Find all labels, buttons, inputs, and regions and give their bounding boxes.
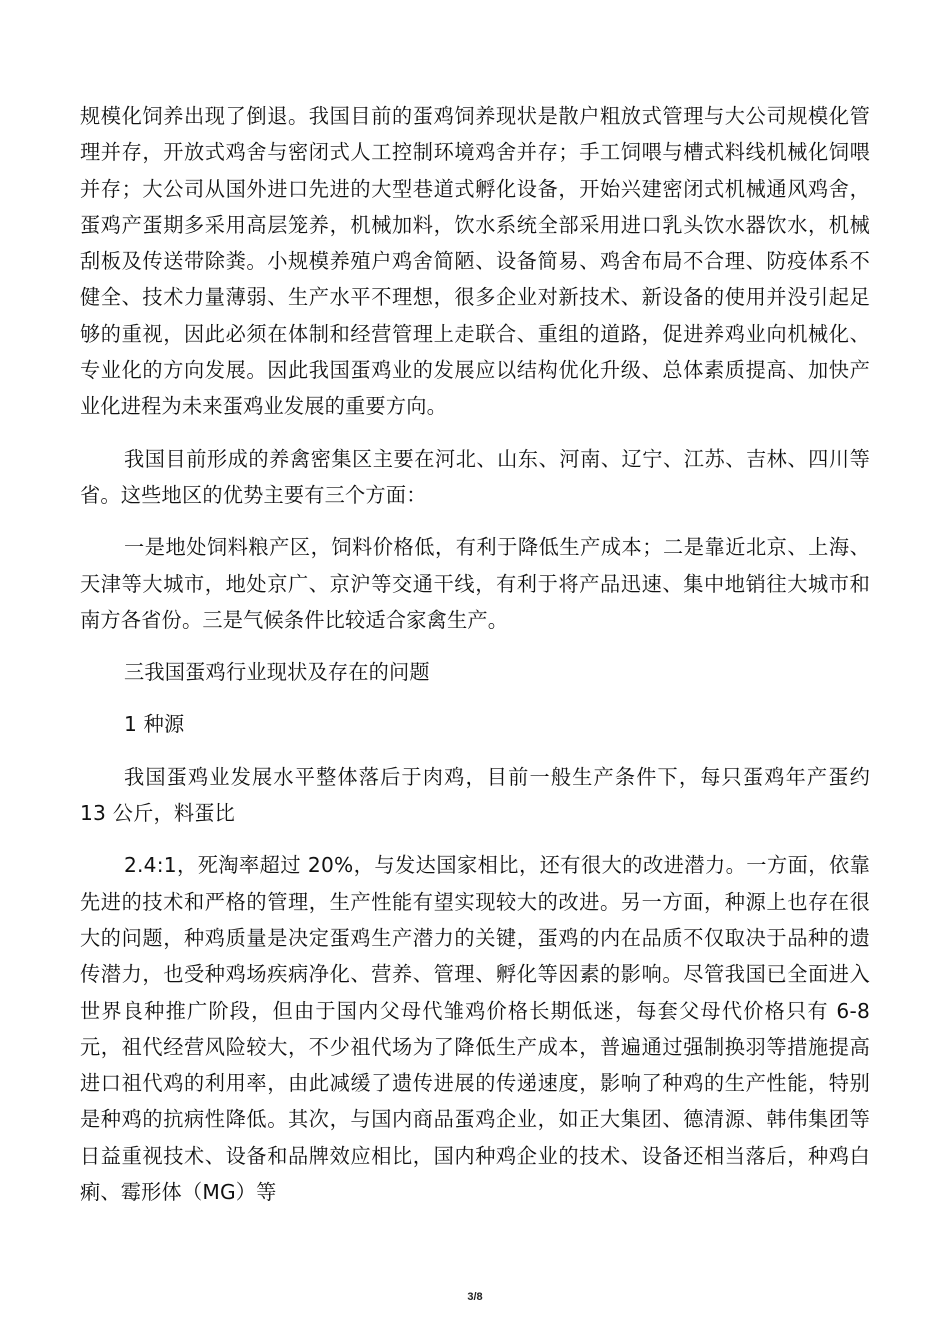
paragraph-2: 我国目前形成的养禽密集区主要在河北、山东、河南、辽宁、江苏、吉林、四川等省。这些地区的优势主要有三个方面： — [80, 446, 870, 507]
paragraph-5: 2.4:1，死淘率超过 20%，与发达国家相比，还有很大的改进潜力。一方面，依靠先进的技术和严格的管理，生产性能有望实现较大的改进。另一方面，种源上也存在很大的问题，种鸡质量是决定蛋鸡生产潜力的关键，蛋鸡的内在品质不仅取决于品种的遗传潜力，也受种鸡场疾病净化、营养、管理、孵化等因素的影响。尽管我国已全面进入世界良种推广阶段，但由于国内父母代雏鸡价格长期低迷，每套父母代价格只有 6-8 元，祖代经营风险较大，不少祖代场为了降低生产成本，普遍通过强制换羽等措施提高进口祖代鸡的利用率，由此减缓了遗传进展的传递速度，影响了种鸡的生产性能，特别是种鸡的抗病性降低。其次，与国内商品蛋鸡企业，如正大集团、德清源、韩伟集团等日益重视技术、设备和品牌效应相比，国内种鸡企业的技术、设备还相当落后，种鸡白痢、霉形体（MG）等 — [80, 853, 870, 1205]
paragraph-1: 规模化饲养出现了倒退。我国目前的蛋鸡饲养现状是散户粗放式管理与大公司规模化管理并存，开放式鸡舍与密闭式人工控制环境鸡舍并存；手工饲喂与槽式料线机械化饲喂并存；大公司从国外进口先进的大型巷道式孵化设备，开始兴建密闭式机械通风鸡舍，蛋鸡产蛋期多采用高层笼养，机械加料，饮水系统全部采用进口乳头饮水器饮水，机械刮板及传送带除粪。小规模养殖户鸡舍简陋、设备简易、鸡舍布局不合理、防疫体系不健全、技术力量薄弱、生产水平不理想，很多企业对新技术、新设备的使用并没引起足够的重视，因此必须在体制和经营管理上走联合、重组的道路，促进养鸡业向机械化、专业化的方向发展。因此我国蛋鸡业的发展应以结构优化升级、总体素质提高、加快产业化进程为未来蛋鸡业发展的重要方向。 — [80, 104, 870, 419]
paragraph-4: 我国蛋鸡业发展水平整体落后于肉鸡，目前一般生产条件下，每只蛋鸡年产蛋约 13 公斤，料蛋比 — [80, 764, 870, 826]
section-heading: 三我国蛋鸡行业现状及存在的问题 — [124, 660, 430, 685]
document-body — [80, 98, 870, 1226]
paragraph-3: 一是地处饲料粮产区，饲料价格低，有利于降低生产成本；二是靠近北京、上海、天津等大城市，地处京广、京沪等交通干线，有利于将产品迅速、集中地销往大城市和南方各省份。三是气候条件比较适合家禽生产。 — [80, 535, 870, 632]
page-number: 3/8 — [467, 1291, 483, 1303]
subsection-heading: 1 种源 — [124, 712, 185, 737]
